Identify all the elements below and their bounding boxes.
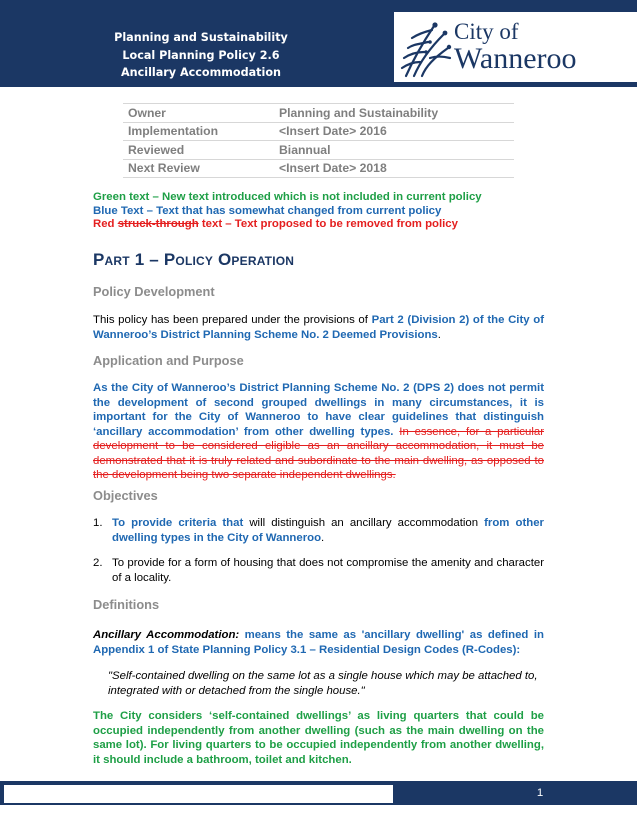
objectives-list	[93, 516, 544, 596]
table-row	[123, 122, 514, 141]
list-number: 2.	[93, 557, 103, 569]
legend-red-strike: struck-through	[117, 218, 199, 230]
footer-panel	[4, 785, 393, 803]
policy-development-text	[93, 313, 544, 342]
list-item	[93, 516, 544, 545]
policy-meta-table	[123, 103, 514, 178]
heading-application-purpose: Application and Purpose	[93, 353, 244, 368]
legend-red-b: text – Text proposed to be removed from policy	[198, 218, 458, 230]
definition-text: means the same as 'ancillary dwelling' as defined in Appendix 1 of State Planning Policy 3.1 – Residential Design Codes (R-Codes):	[93, 629, 544, 656]
header-title-line1: Planning and Sustainability	[114, 31, 288, 44]
objective-1-blue-a: To provide criteria that	[112, 517, 244, 529]
meta-value: Biannual	[274, 141, 514, 160]
legend-green: Green text – New text introduced which is not included in current policy	[93, 191, 482, 203]
legend-red	[93, 218, 482, 232]
page-header	[0, 0, 637, 87]
heading-objectives: Objectives	[93, 488, 158, 503]
application-text	[93, 381, 544, 483]
objective-1-end: .	[321, 531, 325, 544]
objective-1-blue-b: from other dwelling types in the City of Wanneroo	[112, 517, 544, 544]
list-item	[93, 556, 544, 585]
city-logo	[394, 12, 637, 82]
application-red: In essence, for a particular development to be considered eligible as an ancillary accommodation, it must be demonstrated that it is truly related and subordinate to the main dwelling, as opposed to the development being two separate independent dwellings.	[93, 425, 544, 481]
definitions-green-para: The City considers ‘self-contained dwellings’ as living quarters that could be occupied independently from another dwelling (such as the main dwelling on the same lot). For living quarters to be occupied independently from another dwelling, it should include a bathroom, toilet and kitchen.	[93, 710, 544, 766]
meta-key: Implementation	[123, 122, 274, 141]
logo-text-city-of: City of	[454, 19, 519, 44]
policy-title	[96, 29, 306, 82]
table-row	[123, 159, 514, 178]
objective-2-plain: To provide for a form of housing that does not compromise the amenity and character of a locality.	[112, 557, 544, 584]
policy-development-plain: This policy has been prepared under the provisions of	[93, 314, 372, 326]
table-row	[123, 104, 514, 123]
list-number: 1.	[93, 517, 103, 529]
definition-term: Ancillary Accommodation:	[93, 629, 240, 641]
heading-policy-development: Policy Development	[93, 284, 215, 299]
legend-blue: Blue Text – Text that has somewhat changed from current policy	[93, 204, 442, 217]
application-blue: As the City of Wanneroo’s District Planning Scheme No. 2 (DPS 2) does not permit the development of second grouped dwellings in many circumstances, it is important for the City of Wanneroo to have clear guidelines that distinguish ‘ancillary accommodation’ from other dwelling types.	[93, 382, 544, 438]
banksia-logo-icon	[400, 18, 452, 78]
header-title-line2: Local Planning Policy 2.6	[122, 48, 280, 62]
page-number: 1	[536, 787, 544, 799]
meta-key: Owner	[123, 104, 274, 123]
definition-ancillary	[93, 628, 544, 657]
table-row	[123, 141, 514, 160]
legend-red-a: Red	[93, 218, 118, 230]
logo-text-wanneroo: Wanneroo	[454, 42, 577, 75]
header-title-line3: Ancillary Accommodation	[120, 66, 281, 79]
heading-definitions: Definitions	[93, 597, 160, 612]
meta-value: <Insert Date> 2016	[274, 122, 514, 141]
objective-1-plain: will distinguish an ancillary accommodation	[243, 517, 485, 529]
colour-legend	[93, 191, 482, 232]
part-heading: Part 1 – Policy Operation	[93, 250, 295, 269]
policy-development-blue: Part 2 (Division 2) of the City of Wanneroo’s District Planning Scheme No. 2 Deemed Provisions	[93, 314, 545, 341]
meta-value: Planning and Sustainability	[274, 104, 514, 123]
policy-development-end: .	[437, 328, 441, 341]
meta-key: Reviewed	[123, 141, 274, 160]
meta-value: <Insert Date> 2018	[274, 159, 514, 178]
meta-key: Next Review	[123, 159, 274, 178]
rcodes-quote: "Self-contained dwelling on the same lot as a single house which may be attached to, integrated with or detached from the single house."	[108, 670, 538, 697]
